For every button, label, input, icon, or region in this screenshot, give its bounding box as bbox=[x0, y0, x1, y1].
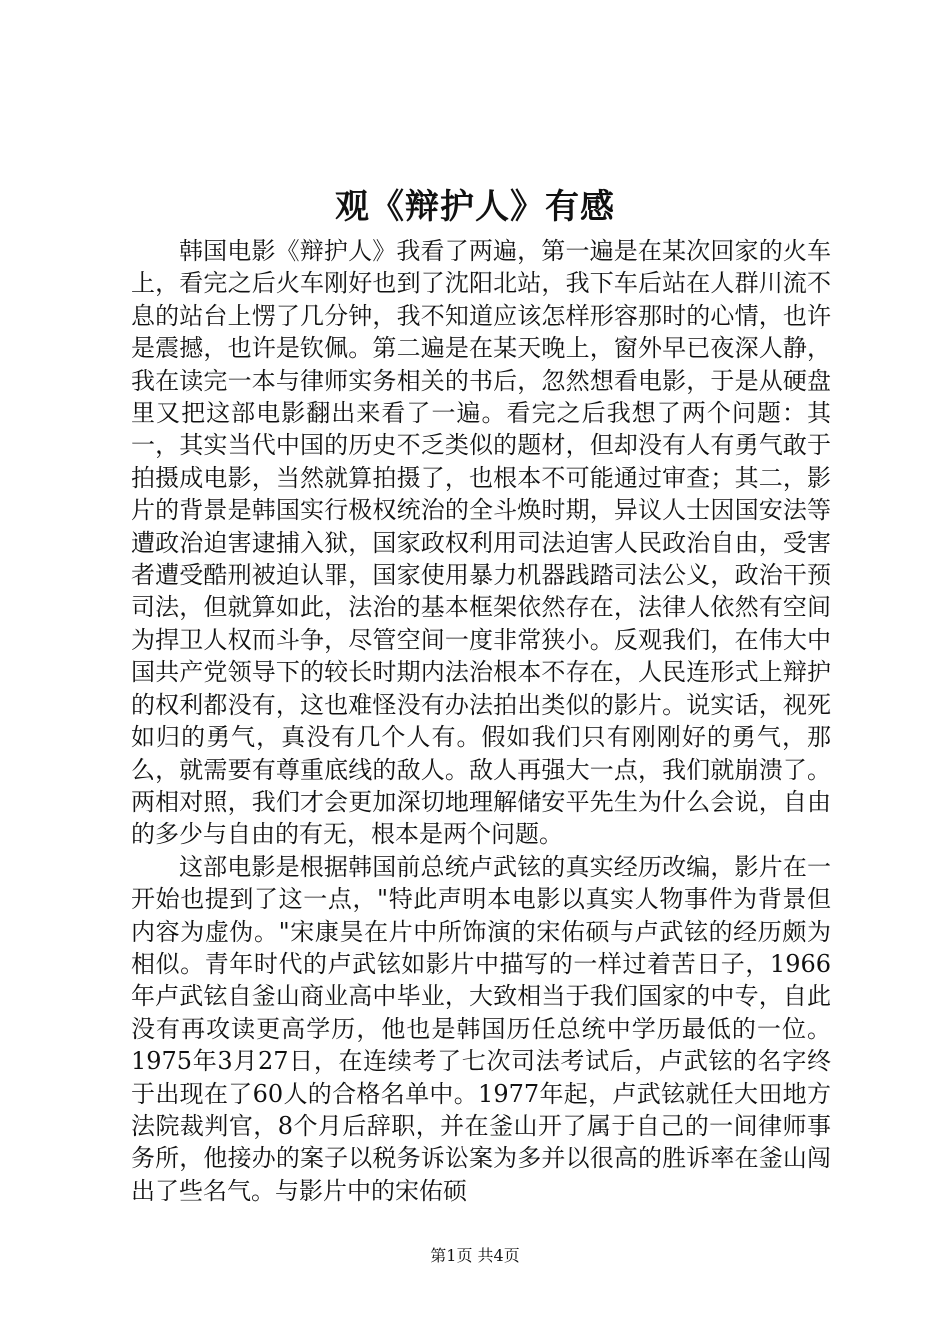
paragraph-1: 韩国电影《辩护人》我看了两遍，第一遍是在某次回家的火车上，看完之后火车刚好也到了沈阳北站，我下车后站在人群川流不息的站台上愣了几分钟，我不知道应该怎样形容那时的心情，也许是震撼，也许是钦佩。第二遍是在某天晚上，窗外早已夜深人静，我在读完一本与律师实务相关的书后，忽然想看电影，于是从硬盘里又把这部电影翻出来看了一遍。看完之后我想了两个问题：其一，其实当代中国的历史不乏类似的题材，但却没有人有勇气敢于拍摄成电影，当然就算拍摄了，也根本不可能通过审查；其二，影片的背景是韩国实行极权统治的全斗焕时期，异议人士因国安法等遭政治迫害逮捕入狱，国家政权利用司法迫害人民政治自由，受害者遭受酷刑被迫认罪，国家使用暴力机器践踏司法公义，政治干预司法，但就算如此，法治的基本框架依然存在，法律人依然有空间为捍卫人权而斗争，尽管空间一度非常狭小。反观我们，在伟大中国共产党领导下的较长时期内法治根本不存在，人民连形式上辩护的权利都没有，这也难怪没有办法拍出类似的影片。说实话，视死如归的勇气，真没有几个人有。假如我们只有刚刚好的勇气，那么，就需要有尊重底线的敌人。敌人再强大一点，我们就崩溃了。两相对照，我们才会更加深切地理解储安平先生为什么会说，自由的多少与自由的有无，根本是两个问题。 bbox=[131, 237, 831, 849]
paragraph-2: 这部电影是根据韩国前总统卢武铉的真实经历改编，影片在一开始也提到了这一点，"特此声明本电影以真实人物事件为背景但内容为虚伪。"宋康昊在片中所饰演的宋佑硕与卢武铉的经历颇为相似。青年时代的卢武铉如影片中描写的一样过着苦日子，1966年卢武铉自釜山商业高中毕业，大致相当于我们国家的中专，自此没有再攻读更高学历，他也是韩国历任总统中学历最低的一位。1975年3月27日，在连续考了七次司法考试后，卢武铉的名字终于出现在了60人的合格名单中。1977年起，卢武铉就任大田地方法院裁判官，8个月后辞职，并在釜山开了属于自己的一间律师事务所，他接办的案子以税务诉讼案为多并以很高的胜诉率在釜山闯出了些名气。与影片中的宋佑硕 bbox=[131, 852, 831, 1205]
document-title: 观《辩护人》有感 bbox=[335, 187, 615, 227]
document-body bbox=[131, 235, 831, 1207]
page-number-footer: 第1页 共4页 bbox=[430, 1246, 520, 1265]
